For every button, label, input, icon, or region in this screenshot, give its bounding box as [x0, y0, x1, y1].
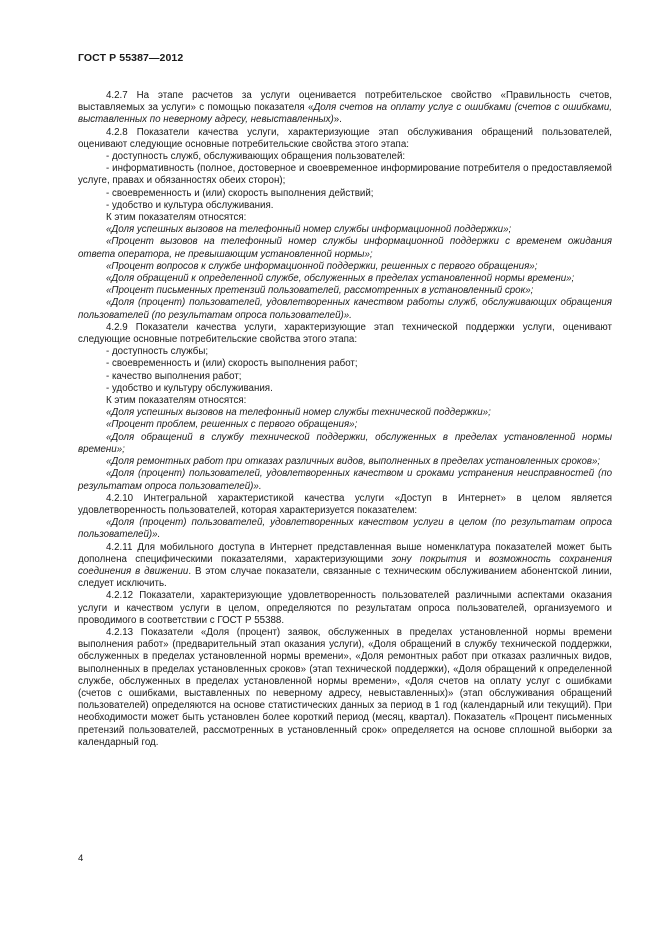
paragraph-4-2-10: 4.2.10 Интегральной характеристикой качества услуги «Доступ в Интернет» в целом является удовлетворенность пользователей, которая характеризуется показателем:	[78, 492, 612, 516]
indicator-item: «Доля успешных вызовов на телефонный номер службы технической поддержки»;	[106, 407, 491, 419]
indicator-item: «Процент проблем, решенных с первого обращения»;	[106, 419, 358, 431]
paragraph-4-2-13: 4.2.13 Показатели «Доля (процент) заявок, обслуженных в пределах установленной нормы времени выполнения работ» (предварительный этап оказания услуги), «Доля обращений в службу технической поддержки, обслуженных в пределах установленной нормы времени», «Доля ремонтных работ при отказах различных видов, выполненных в пределах установленных сроков» (этап технической поддержки), «Доля обращений к определенной службе, обслуженных в пределах установленной нормы времени», «Доля счетов на оплату услуг с ошибками (счетов с ошибками, выставленных по неверному адресу, невыставленных)» (этап обслуживания обращений пользователей) определяются на основе статистических данных за период в 1 год (календарный или текущий). При необходимости может быть установлен более короткий период (месяц, квартал). Показатель «Процент письменных претензий пользователей, рассмотренных в установленный срок» определяется на основе сплошной выборки за календарный год.	[78, 626, 612, 748]
paragraph-text: 4.2.7 На этапе расчетов за услуги оценивается потребительское свойство «Правильность счетов, выставляемых за услуги» с помощью показателя «	[78, 90, 612, 114]
list-item: - своевременность и (или) скорость выполнения действий;	[106, 187, 374, 199]
document-body	[78, 90, 612, 749]
emphasis-text: зону покрытия	[391, 553, 467, 565]
paragraph-4-2-11	[78, 542, 612, 591]
list-item: - доступность службы;	[106, 346, 209, 358]
page-number: 4	[78, 853, 84, 864]
document-header: ГОСТ Р 55387—2012	[78, 52, 184, 64]
list-lead: К этим показателям относятся:	[106, 212, 247, 224]
indicator-item: «Доля (процент) пользователей, удовлетворенных качеством услуги в целом (по результатам опроса пользователей)».	[78, 517, 612, 541]
list-item: - удобство и культура обслуживания.	[106, 199, 274, 211]
list-item: - информативность (полное, достоверное и своевременное информирование потребителя о предоставляемой услуге, правах и обязанностях обеих сторон);	[78, 163, 612, 187]
indicator-item: «Доля обращений к определенной службе, обслуженных в пределах установленной нормы времени»;	[106, 273, 575, 285]
paragraph-text: . В этом случае показатели, связанные с техническим обслуживанием абонентской линии, следует исключить.	[78, 565, 612, 590]
indicator-item: «Процент вызовов на телефонный номер службы информационной поддержки с временем ожидания ответа оператора, не превышающим установленной нормы»;	[78, 236, 612, 260]
indicator-item: «Доля ремонтных работ при отказах различных видов, выполненных в пределах установленных сроков»;	[106, 456, 601, 468]
paragraph-text: 4.2.11 Для мобильного доступа в Интернет представленная выше номенклатура показателей может быть дополнена специфическими показателями, характеризующими	[78, 541, 612, 565]
paragraph-4-2-9: 4.2.9 Показатели качества услуги, характеризующие этап технической поддержки услуги, оценивают следующие основные потребительские свойства этого этапа:	[78, 321, 612, 346]
paragraph-4-2-8: 4.2.8 Показатели качества услуги, характеризующие этап обслуживания обращений пользователей, оценивают следующие основные потребительские свойства этого этапа:	[78, 126, 612, 150]
emphasis-text: возможность сохранения соединения в движении	[78, 553, 613, 577]
indicator-item: «Процент письменных претензий пользователей, рассмотренных в установленный срок»;	[106, 285, 534, 297]
list-item: - своевременность и (или) скорость выполнения работ;	[106, 358, 358, 370]
indicator-item: «Процент вопросов к службе информационной поддержки, решенных с первого обращения»;	[106, 260, 538, 272]
paragraph-4-2-12: 4.2.12 Показатели, характеризующие удовлетворенность пользователей различными аспектами оказания услуги и качеством услуги в целом, определяются по результатам опроса пользователей, организуемого и проводимого в соответствии с ГОСТ Р 55388.	[78, 590, 612, 626]
list-lead: К этим показателям относятся:	[106, 395, 247, 407]
indicator-item: «Доля успешных вызовов на телефонный номер службы информационной поддержки»;	[106, 224, 512, 236]
indicator-item: «Доля (процент) пользователей, удовлетворенных качеством и сроками устранения неисправностей (по результатам опроса пользователей)».	[78, 468, 612, 492]
paragraph-text: ».	[333, 114, 342, 126]
paragraph-4-2-7	[78, 90, 612, 127]
indicator-item: «Доля обращений в службу технической поддержки, обслуженных в пределах установленной нормы времени»;	[78, 431, 612, 455]
list-item: - доступность служб, обслуживающих обращения пользователей:	[106, 151, 406, 163]
indicator-item: «Доля (процент) пользователей, удовлетворенных качеством работы служб, обслуживающих обращения пользователей (по результатам опроса пользователей)».	[78, 297, 612, 321]
list-item: - удобство и культуру обслуживания.	[106, 382, 273, 394]
paragraph-text: и	[466, 553, 489, 565]
indicator-italic: Доля счетов на оплату услуг с ошибками (счетов с ошибками, выставленных по неверному адресу, невыставленных)	[78, 102, 613, 126]
list-item: - качество выполнения работ;	[106, 370, 242, 382]
